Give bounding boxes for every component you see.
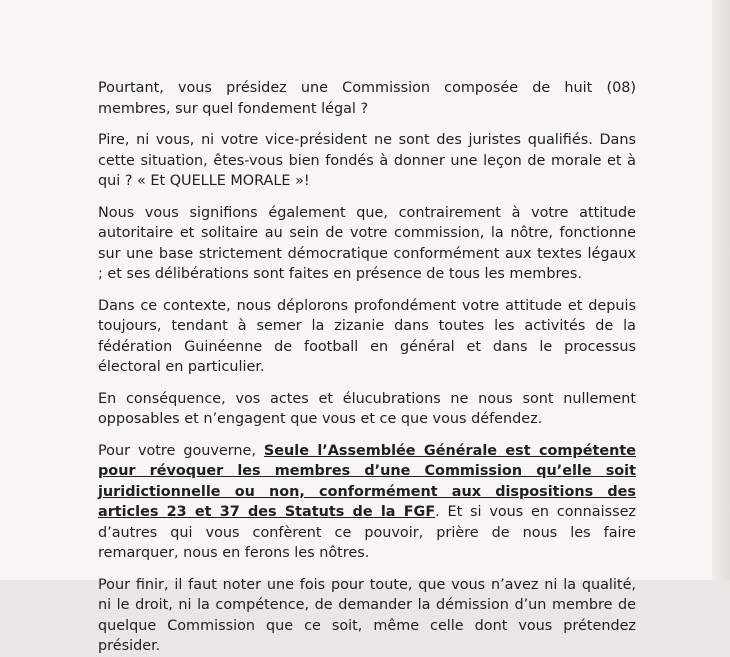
paragraph-6 bbox=[98, 441, 636, 564]
paragraph-7: Pour finir, il faut noter une fois pour toute, que vous n’avez ni la qualité, ni le droit, ni la compétence, de demander la démission d’un membre de quelque Commission que ce soit, même celle dont vous prétendez présider. bbox=[98, 576, 636, 654]
paragraph-6-end: . Et si vous en connaissez d’autres qui vous confèrent ce pouvoir, prière de nous les faire remarquer, nous en ferons les nôtres. bbox=[98, 504, 636, 561]
statute-reference-bold: Seule l’Assemblée Générale est compétente pour révoquer les membres d’une Commission qu’elle soit juridictionnelle ou non, conformément aux dispositions des articles 23 et 37 des Statuts de la FGF bbox=[98, 442, 636, 520]
letter-body bbox=[98, 78, 636, 654]
paragraph-3: Nous vous signifions également que, contrairement à votre attitude autoritaire et solitaire au sein de votre commission, la nôtre, fonctionne sur une base strictement démocratique conformément aux textes légaux ; et ses délibérations sont faites en présence de tous les membres. bbox=[98, 204, 636, 282]
paragraph-4: Dans ce contexte, nous déplorons profondément votre attitude et depuis toujours, tendant à semer la zizanie dans toutes les activités de la fédération Guinéenne de football en général et dans le processus électoral en particulier. bbox=[98, 297, 636, 375]
paragraph-2: Pire, ni vous, ni votre vice-président ne sont des juristes qualifiés. Dans cette situation, êtes-vous bien fondés à donner une leçon de morale et à qui ? « Et QUELLE MORALE »! bbox=[98, 132, 636, 189]
paragraph-5: En conséquence, vos actes et élucubrations ne nous sont nullement opposables et n’engagent que vous et ce que vous défendez. bbox=[98, 390, 636, 427]
page-edge bbox=[712, 0, 730, 580]
paragraph-1: Pourtant, vous présidez une Commission composée de huit (08) membres, sur quel fondement légal ? bbox=[98, 80, 636, 117]
paragraph-6-intro: Pour votre gouverne, bbox=[98, 442, 264, 459]
